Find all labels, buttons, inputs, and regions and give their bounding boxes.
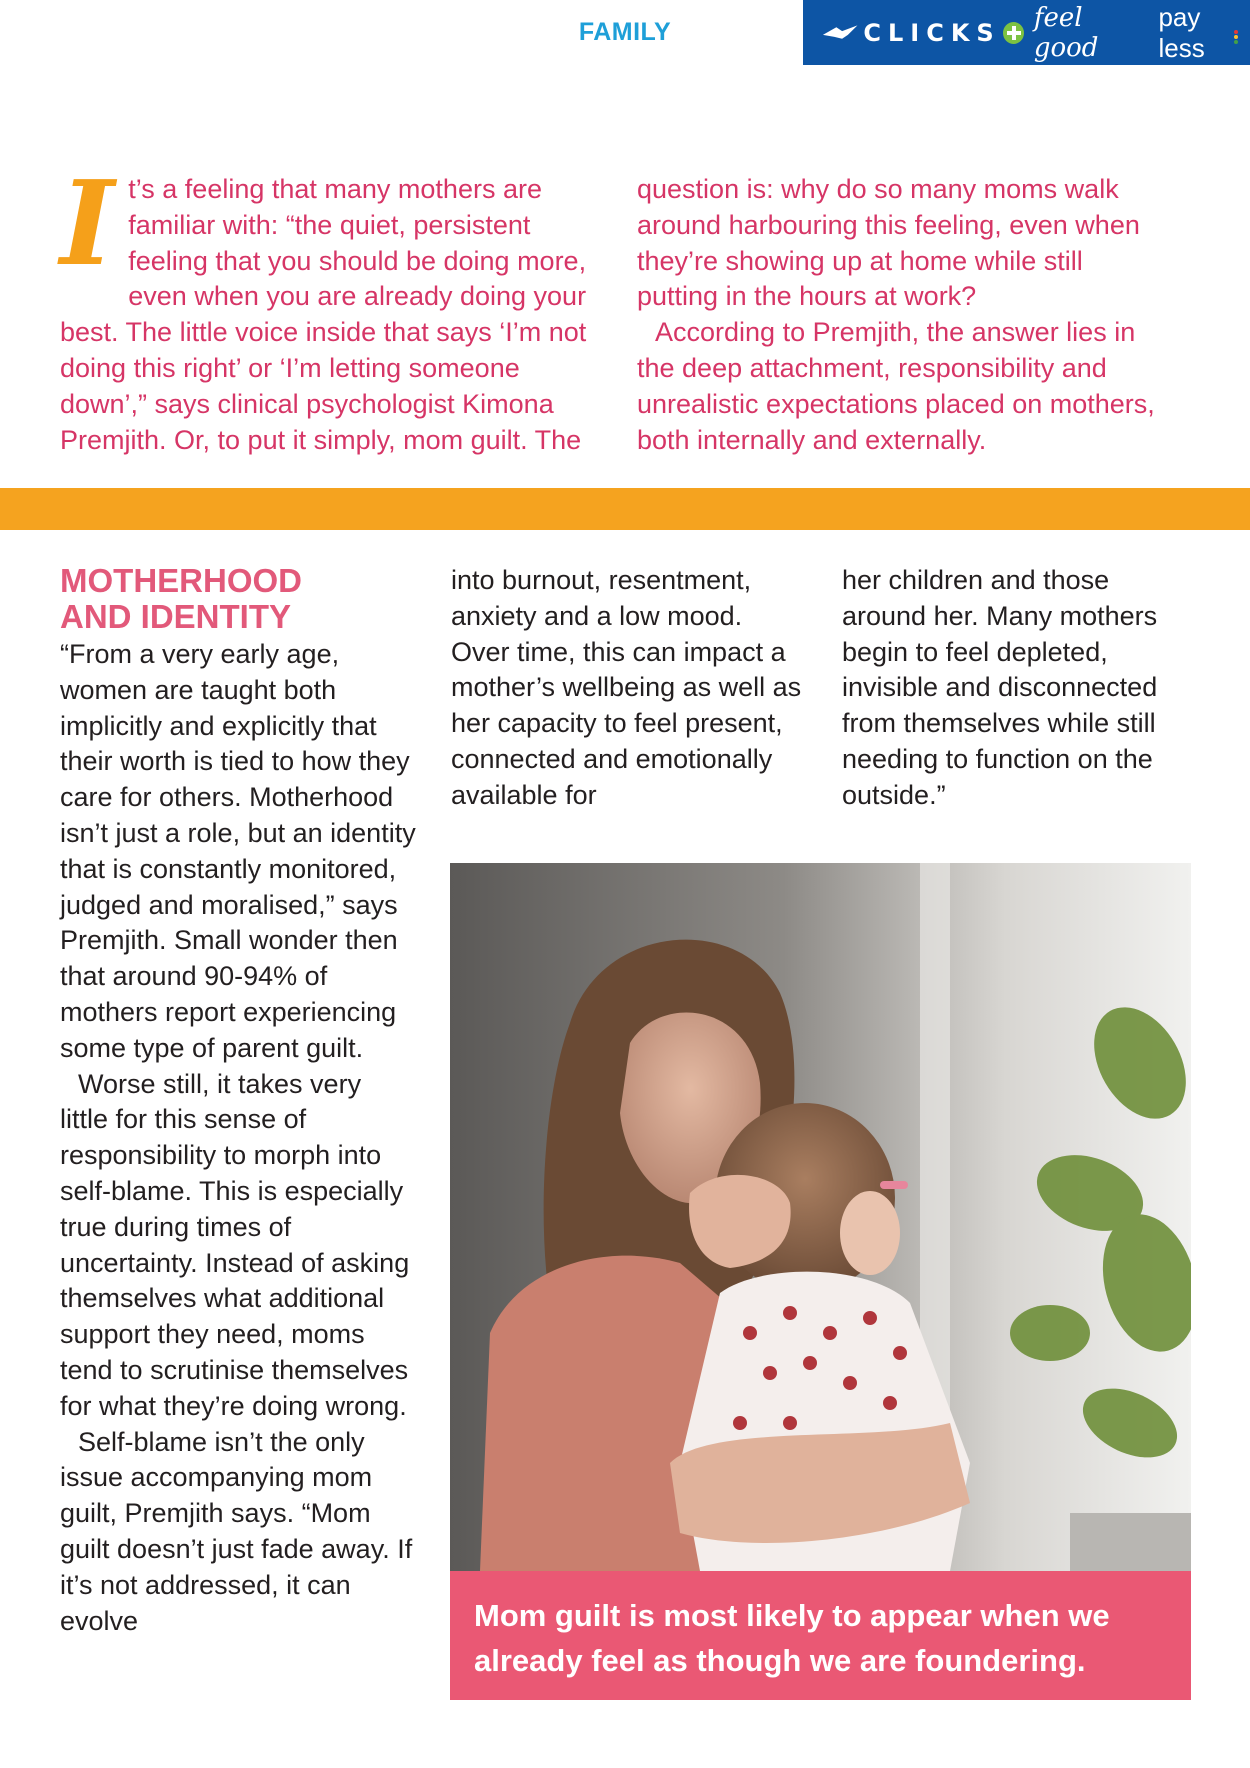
- bird-logo-icon: [821, 21, 859, 45]
- section-heading-line-2: AND IDENTITY: [60, 598, 291, 635]
- pull-quote: Mom guilt is most likely to appear when we already feel as though we are foundering.: [450, 1571, 1191, 1700]
- divider-band: [0, 488, 1250, 530]
- brand-slogan-script: feel good: [1033, 2, 1099, 63]
- article-column-3: [842, 563, 1198, 814]
- colour-dots-icon: [1234, 30, 1242, 40]
- photo-illustration: [450, 863, 1191, 1571]
- intro-paragraph-2: According to Premjith, the answer lies in the deep attachment, responsibility and unrealistic expectations placed on mothers, both internally and externally.: [637, 317, 1155, 455]
- article-column-1: [60, 563, 416, 1639]
- article-paragraph: her children and those around her. Many mothers begin to feel depleted, invisible and disconnected from themselves while still needing to function on the outside.”: [842, 565, 1158, 810]
- section-label: FAMILY: [578, 18, 672, 46]
- article-column-2: [451, 563, 807, 814]
- article-paragraph: Worse still, it takes very little for this sense of responsibility to morph into self-blame. This is especially true during times of uncertainty. Instead of asking themselves what additional support they need, moms tend to scrutinise themselves for what they’re doing wrong.: [60, 1068, 410, 1421]
- brand-logo-bar: [803, 0, 1250, 65]
- article-paragraph: into burnout, resentment, anxiety and a low mood. Over time, this can impact a mother’s wellbeing as well as her capacity to feel present, connected and emotionally available for: [451, 565, 802, 810]
- intro-paragraph-1-text: t’s a feeling that many mothers are familiar with: “the quiet, persistent feeling that you should be doing more, even when you are already doing your best. The little voice inside that says ‘I’m not doing this right’ or ‘I’m letting someone down’,” says clinical psychologist Kimona Premjith. Or, to put it simply, mom guilt. The question is: why do so many moms walk around harbouring this feeling, even when they’re showing up at home while still putting in the hours at work?: [60, 174, 1140, 455]
- article-paragraph: Self-blame isn’t the only issue accompanying mom guilt, Premjith says. “Mom guilt doesn’t just fade away. If it’s not addressed, it can evolve: [60, 1426, 413, 1636]
- mother-and-child-photo: [450, 863, 1191, 1571]
- intro-text: [60, 156, 1170, 462]
- article-paragraph: “From a very early age, women are taught both implicitly and explicitly that their worth is tied to how they care for others. Motherhood isn’t just a role, but an identity that is constantly monitored, judged and moralised,” says Premjith. Small wonder then that around 90-94% of mothers report experiencing some type of parent guilt.: [60, 639, 416, 1063]
- brand-slogan: pay less: [1158, 1, 1205, 63]
- green-cross-icon: [1003, 22, 1024, 44]
- dropcap: I: [60, 156, 115, 292]
- section-heading: [60, 563, 416, 635]
- brand-name: CLICKS: [863, 18, 1001, 47]
- section-heading-line-1: MOTHERHOOD: [60, 562, 302, 599]
